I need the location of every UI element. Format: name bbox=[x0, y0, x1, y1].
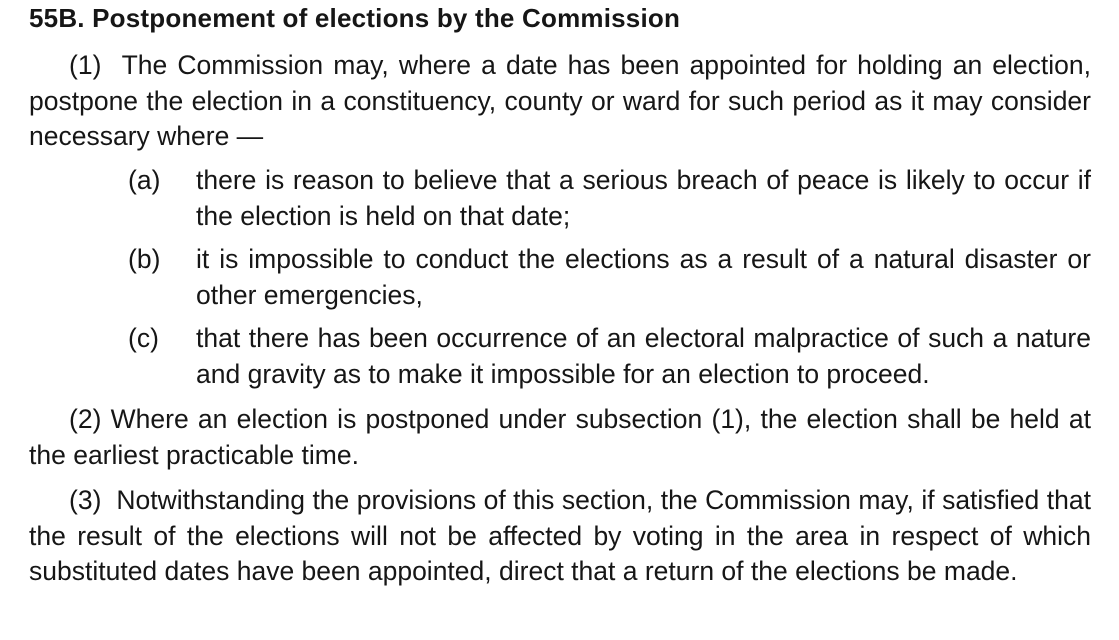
subsection-1-number: (1) bbox=[69, 50, 102, 80]
list-item-text: there is reason to believe that a serious breach of peace is likely to occur if the election is held on that date; bbox=[196, 165, 1091, 231]
list-item-text: it is impossible to conduct the elections as a result of a natural disaster or other emergencies, bbox=[196, 244, 1091, 310]
subsection-2 bbox=[29, 402, 1091, 473]
subsection-2-text: Where an election is postponed under subsection (1), the election shall be held at the earliest practicable time. bbox=[29, 404, 1091, 470]
list-item-a bbox=[128, 163, 1091, 234]
subsection-3 bbox=[29, 483, 1091, 590]
list-item-b bbox=[128, 242, 1091, 313]
list-item-marker: (a) bbox=[128, 165, 161, 195]
subsection-3-number: (3) bbox=[69, 485, 102, 515]
subsection-1 bbox=[29, 48, 1091, 155]
list-item-marker: (b) bbox=[128, 244, 161, 274]
subsection-1-text: The Commission may, where a date has been appointed for holding an election, postpone the election in a constituency, county or ward for such period as it may consider necessary where — bbox=[29, 50, 1092, 151]
list-item-marker: (c) bbox=[128, 323, 159, 353]
list-item-c bbox=[128, 321, 1091, 392]
section-heading: 55B. Postponement of elections by the Commission bbox=[29, 3, 681, 33]
subsection-3-text: Notwithstanding the provisions of this section, the Commission may, if satisfied that the result of the elections will not be affected by voting in the area in respect of which substituted dates have been appointed, direct that a return of the elections be made. bbox=[29, 485, 1091, 586]
list-item-text: that there has been occurrence of an electoral malpractice of such a nature and gravity as to make it impossible for an election to proceed. bbox=[196, 323, 1091, 389]
subsection-2-number: (2) bbox=[69, 404, 102, 434]
